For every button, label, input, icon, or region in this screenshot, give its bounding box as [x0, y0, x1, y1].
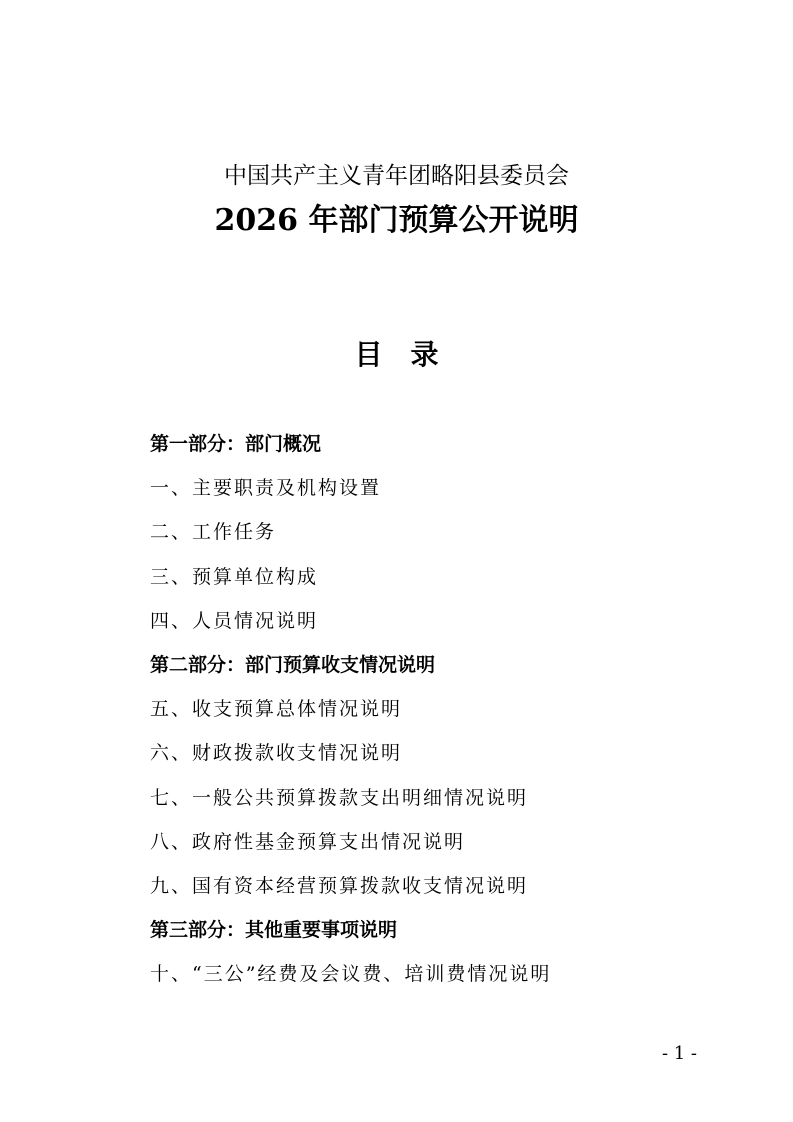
toc-item-7: 七、一般公共预算拨款支出明细情况说明 [150, 786, 529, 809]
toc-section-3: 第三部分：其他重要事项说明 [150, 919, 398, 942]
toc-item-10: 十、“三公”经费及会议费、培训费情况说明 [150, 963, 552, 986]
toc-item-4: 四、人员情况说明 [150, 609, 319, 632]
toc-item-6: 六、财政拨款收支情况说明 [150, 742, 403, 765]
toc-item-3: 三、预算单位构成 [150, 565, 319, 588]
toc-heading: 目录 [354, 338, 467, 371]
document-title: 2026 年部门预算公开说明 [214, 203, 579, 238]
table-of-contents [150, 422, 551, 996]
toc-item-8: 八、政府性基金预算支出情况说明 [150, 830, 466, 853]
toc-section-1: 第一部分：部门概况 [150, 433, 322, 455]
page-number: - 1 - [661, 1043, 697, 1064]
toc-section-2: 第二部分：部门预算收支情况说明 [150, 653, 436, 676]
organization-title: 中国共产主义青年团略阳县委员会 [224, 163, 569, 189]
toc-item-1: 一、主要职责及机构设置 [150, 477, 382, 500]
toc-item-9: 九、国有资本经营预算拨款收支情况说明 [150, 874, 529, 897]
toc-item-5: 五、收支预算总体情况说明 [150, 698, 403, 721]
toc-item-2: 二、工作任务 [150, 521, 277, 544]
